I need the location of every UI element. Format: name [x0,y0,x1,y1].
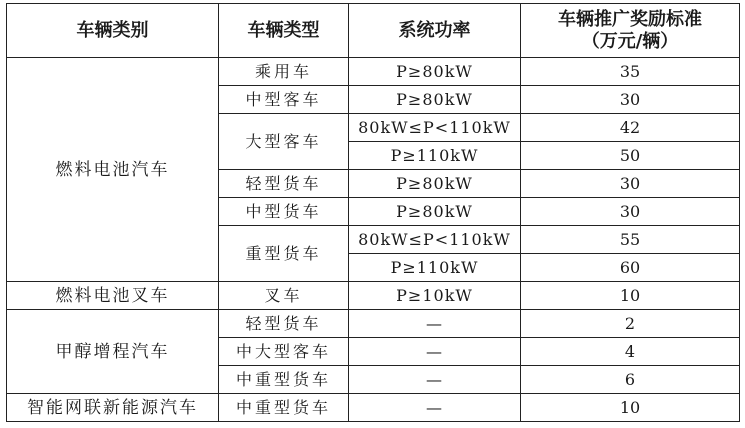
vehicle-type-cell: 大型客车 [219,114,349,170]
system-power-cell: — [349,394,521,422]
system-power-cell: — [349,338,521,366]
table-row [7,282,740,310]
reward-value-cell: 10 [521,282,740,310]
system-power-cell: — [349,310,521,338]
vehicle-type-cell: 重型货车 [219,226,349,282]
reward-value-cell: 42 [521,114,740,142]
reward-value-cell: 55 [521,226,740,254]
table-row [7,58,740,86]
vehicle-type-cell: 中型客车 [219,86,349,114]
reward-value-cell: 10 [521,394,740,422]
vehicle-type-cell: 轻型货车 [219,170,349,198]
reward-value-cell: 6 [521,366,740,394]
vehicle-type-cell: 叉车 [219,282,349,310]
vehicle-type-cell: 轻型货车 [219,310,349,338]
vehicle-category-cell: 燃料电池汽车 [7,58,219,282]
header-reward-line2: （万元/辆） [581,30,679,52]
table-row [7,310,740,338]
vehicle-category-cell: 甲醇增程汽车 [7,310,219,394]
reward-standard-table [6,3,740,422]
reward-value-cell: 60 [521,254,740,282]
vehicle-type-cell: 中重型货车 [219,366,349,394]
reward-value-cell: 30 [521,198,740,226]
header-row [7,4,740,58]
system-power-cell: P≥80kW [349,170,521,198]
vehicle-type-cell: 中重型货车 [219,394,349,422]
system-power-cell: 80kW≤P<110kW [349,114,521,142]
vehicle-type-cell: 中大型客车 [219,338,349,366]
header-vehicle-type: 车辆类型 [219,4,349,58]
system-power-cell: P≥80kW [349,198,521,226]
reward-value-cell: 30 [521,86,740,114]
header-reward-standard [521,4,740,58]
system-power-cell: P≥110kW [349,142,521,170]
reward-value-cell: 2 [521,310,740,338]
table-body [7,58,740,422]
system-power-cell: 80kW≤P<110kW [349,226,521,254]
vehicle-type-cell: 中型货车 [219,198,349,226]
header-reward-line1: 车辆推广奖励标准 [558,8,702,30]
table-header [7,4,740,58]
reward-value-cell: 50 [521,142,740,170]
header-category: 车辆类别 [7,4,219,58]
system-power-cell: P≥110kW [349,254,521,282]
vehicle-type-cell: 乘用车 [219,58,349,86]
header-system-power: 系统功率 [349,4,521,58]
reward-value-cell: 35 [521,58,740,86]
system-power-cell: P≥80kW [349,58,521,86]
table-row [7,394,740,422]
reward-value-cell: 30 [521,170,740,198]
reward-value-cell: 4 [521,338,740,366]
system-power-cell: P≥80kW [349,86,521,114]
vehicle-category-cell: 燃料电池叉车 [7,282,219,310]
system-power-cell: — [349,366,521,394]
vehicle-category-cell: 智能网联新能源汽车 [7,394,219,422]
system-power-cell: P≥10kW [349,282,521,310]
